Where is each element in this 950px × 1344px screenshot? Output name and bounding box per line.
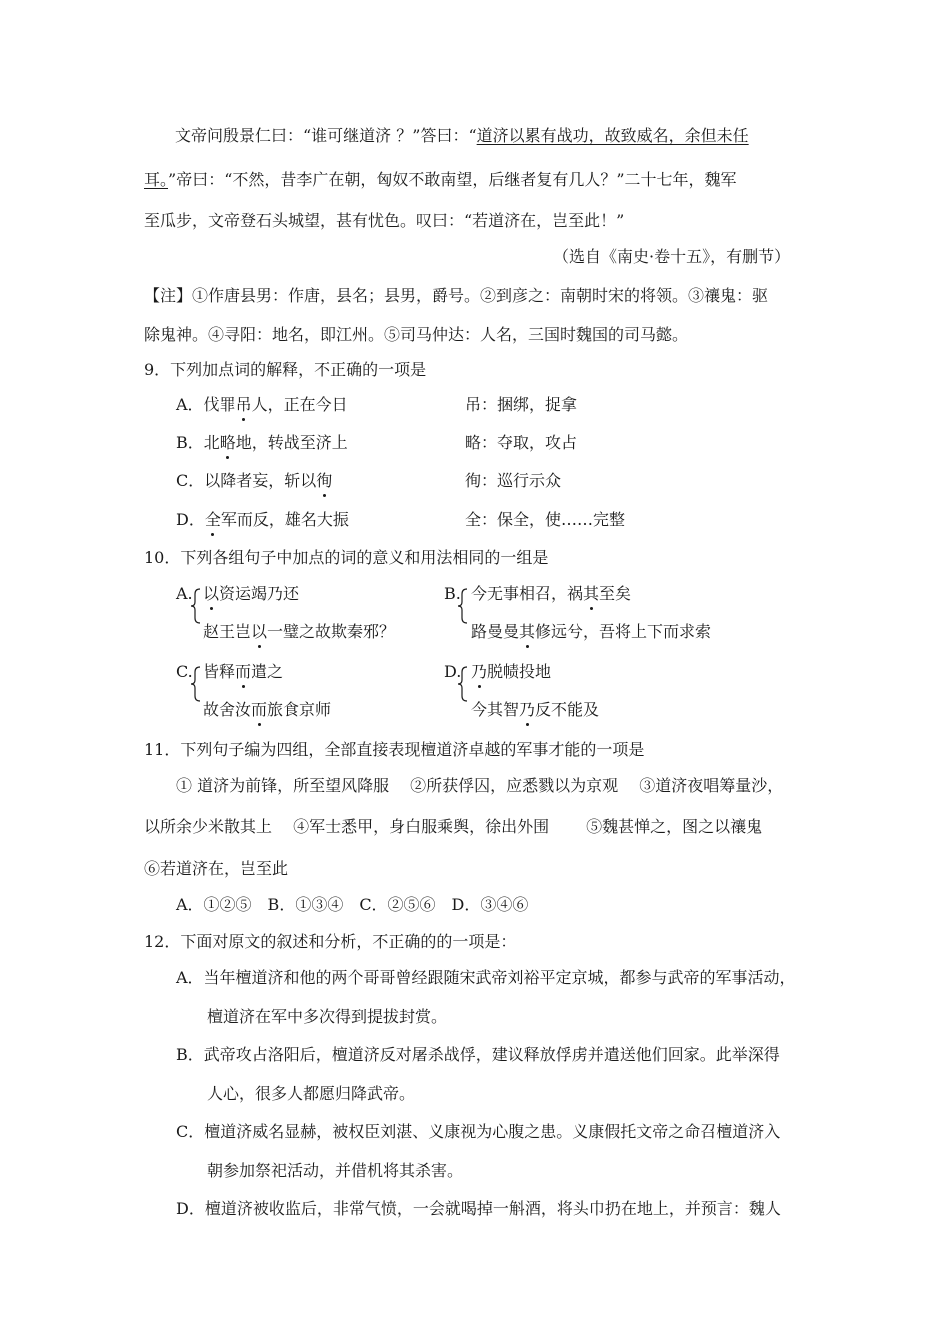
dotted-word: 而	[235, 662, 252, 681]
dotted-word: 以	[203, 584, 220, 603]
q9-option-a	[176, 395, 348, 415]
passage-line-1	[175, 126, 749, 146]
dotted-word: 其	[583, 584, 600, 603]
q10-option-b-line-2	[471, 622, 711, 642]
option-text: 地，转战至济上	[235, 433, 348, 452]
option-text: 路曼曼	[471, 622, 520, 641]
option-text: 脱帻投地	[487, 662, 552, 681]
q11-answer-options: A．①②⑤ B．①③④ C．②⑤⑥ D．③④⑥	[176, 895, 529, 914]
option-text: 修远兮，吾将上下而求索	[535, 622, 712, 641]
dotted-word: 徇	[316, 471, 333, 490]
dotted-word: 略	[219, 433, 236, 452]
option-text: D．	[176, 510, 205, 529]
q12-option-a-line-1: A．当年檀道济和他的两个哥哥曾经跟随宋武帝刘裕平定京城，都参与武帝的军事活动，	[176, 968, 796, 987]
q12-stem: 12．下面对原文的叙述和分析，不正确的的一项是：	[144, 932, 517, 951]
q10-option-b-line-1	[471, 584, 631, 604]
option-text: 至矣	[599, 584, 632, 603]
dotted-word: 乃	[519, 700, 536, 719]
option-text: 赵王岂	[203, 622, 252, 641]
q12-option-d-line-1: D．檀道济被收监后，非常气愤，一会就喝掉一斛酒，将头巾扔在地上，并预言：魏人	[176, 1199, 781, 1218]
q10-option-a-line-1	[203, 584, 299, 604]
q10-option-a-line-2	[203, 622, 395, 642]
option-text: 故舍汝	[203, 700, 252, 719]
passage-line-3: 至瓜步，文帝登石头城望，甚有忧色。叹曰：“若道济在，岂至此！”	[144, 211, 625, 230]
dotted-word: 以	[251, 622, 268, 641]
option-text: 人，正在今日	[251, 395, 348, 414]
brace-icon	[458, 588, 468, 624]
option-text: 皆释	[203, 662, 236, 681]
q12-option-c-line-1: C．檀道济威名显赫，被权臣刘湛、义康视为心腹之患。义康假托文帝之命召檀道济入	[176, 1122, 781, 1141]
q10-option-a-label: A.	[176, 584, 193, 603]
dotted-word: 其	[519, 622, 536, 641]
brace-icon	[191, 588, 201, 624]
passage-text: ”帝曰：“不然，昔李广在朝，匈奴不敢南望，后继者复有几人？”二十七年，魏军	[168, 170, 737, 189]
q10-option-c-line-2	[203, 700, 331, 720]
option-text: A．伐罪	[176, 395, 236, 414]
brace-icon	[458, 666, 468, 702]
q9-option-b-explanation: 略：夺取，攻占	[465, 433, 578, 452]
option-text: 今其智	[471, 700, 520, 719]
option-text: 一璧之故欺秦邪？	[267, 622, 396, 641]
dotted-word: 吊	[235, 395, 252, 414]
q11-line-3: ⑥若道济在，岂至此	[144, 859, 289, 878]
option-text: 资运竭乃还	[219, 584, 300, 603]
q12-option-b-line-2: 人心，很多人都愿归降武帝。	[207, 1084, 416, 1103]
q11-line-1: ① 道济为前锋，所至望风降服 ②所获俘囚，应悉戮以为京观 ③道济夜唱筹量沙，	[176, 776, 784, 795]
q9-option-c-explanation: 徇：巡行示众	[465, 471, 562, 490]
q12-option-b-line-1: B．武帝攻占洛阳后，檀道济反对屠杀战俘，建议释放俘虏并遣送他们回家。此举深得	[176, 1045, 780, 1064]
q11-line-2: 以所余少米散其上 ④军士悉甲，身白服乘舆，徐出外围 ⑤魏甚惮之，图之以禳鬼	[144, 817, 763, 836]
q10-stem: 10．下列各组句子中加点的词的意义和用法相同的一组是	[144, 548, 549, 567]
option-text: 遣之	[251, 662, 284, 681]
q11-stem: 11．下列句子编为四组，全部直接表现檀道济卓越的军事才能的一项是	[144, 740, 645, 759]
note-line-1: 【注】①作唐县男：作唐，县名；县男，爵号。②到彦之：南朝时宋的将领。③禳鬼：驱	[144, 286, 769, 305]
q9-option-c	[176, 471, 332, 491]
q9-option-d-explanation: 全：保全，使……完整	[465, 510, 626, 529]
q9-option-b	[176, 433, 348, 453]
option-text: C．以降者妄，斩以	[176, 471, 317, 490]
q12-option-c-line-2: 朝参加祭祀活动，并借机将其杀害。	[207, 1161, 464, 1180]
q10-option-c-line-1	[203, 662, 283, 682]
passage-line-2	[144, 170, 737, 190]
option-text: 今无事相召，祸	[471, 584, 584, 603]
option-text: 军而反，雄名大振	[220, 510, 349, 529]
q10-option-d-label: D.	[444, 662, 462, 681]
brace-icon	[191, 666, 201, 702]
q10-option-d-line-1	[471, 662, 551, 682]
option-text: 反不能及	[535, 700, 600, 719]
dotted-word: 而	[251, 700, 268, 719]
q10-option-c-label: C.	[176, 662, 193, 681]
q10-option-d-line-2	[471, 700, 599, 720]
underlined-text: 道济以累有战功，故致威名，余但未任	[476, 126, 749, 145]
option-text: B．北	[176, 433, 220, 452]
q9-option-d	[176, 510, 349, 530]
dotted-word: 全	[204, 510, 221, 529]
q10-option-b-label: B.	[444, 584, 461, 603]
q9-stem: 9．下列加点词的解释，不正确的一项是	[144, 360, 427, 379]
dotted-word: 乃	[471, 662, 488, 681]
option-text: 旅食京师	[267, 700, 332, 719]
source-citation: （选自《南史·卷十五》，有删节）	[553, 247, 791, 266]
q12-option-a-line-2: 檀道济在军中多次得到提拔封赏。	[207, 1007, 448, 1026]
note-line-2: 除鬼神。④寻阳：地名，即江州。⑤司马仲达：人名，三国时魏国的司马懿。	[144, 325, 689, 344]
underlined-text: 耳。	[144, 170, 169, 189]
passage-text: 文帝问殷景仁曰：“谁可继道济 ？”答曰：“	[175, 126, 477, 145]
q9-option-a-explanation: 吊：捆绑，捉拿	[465, 395, 578, 414]
